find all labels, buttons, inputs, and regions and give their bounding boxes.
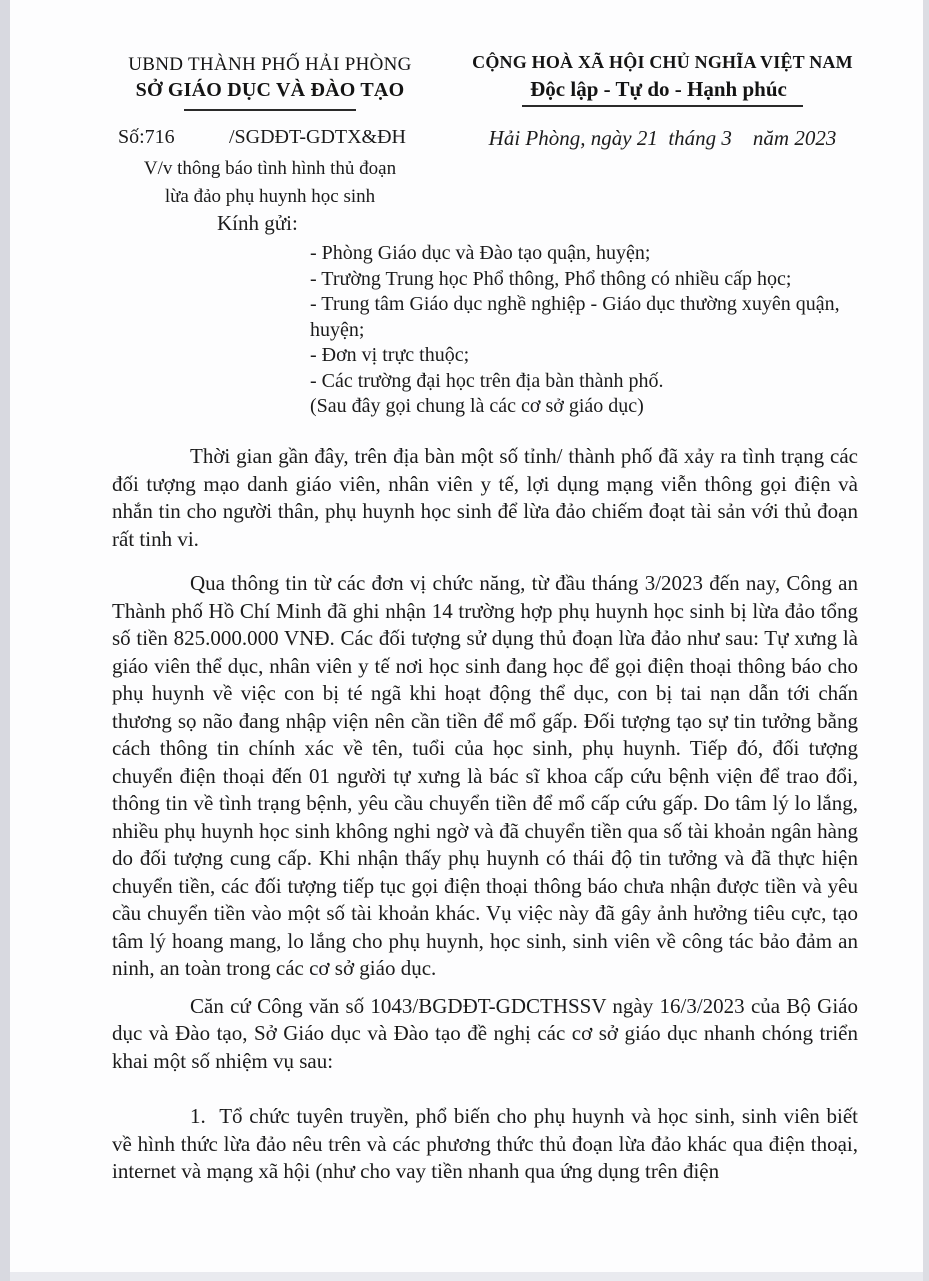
issuing-authority-parent: UBND THÀNH PHỐ HẢI PHÒNG <box>128 54 412 75</box>
scan-edge-bottom <box>10 1272 923 1281</box>
recipient-item: - Đơn vị trực thuộc; <box>310 344 470 366</box>
scan-edge-right <box>923 0 929 1281</box>
recipient-item: - Trường Trung học Phổ thông, Phổ thông có nhiều cấp học; <box>310 267 792 290</box>
national-header-block <box>440 52 885 107</box>
body-paragraph: Qua thông tin từ các đơn vị chức năng, từ đầu tháng 3/2023 đến nay, Công an Thành phố Hồ Chí Minh đã ghi nhận 14 trường hợp phụ huynh học sinh bị lừa đảo tổng số tiền 825.000.000 VNĐ. Các đối tượng sử dụng thủ đoạn lừa đảo như sau: Tự xưng là giáo viên thể dục, nhân viên y tế nơi học sinh đang học để gọi điện thoại thông báo cho phụ huynh về việc con bị té ngã khi hoạt động thể dục, con bị tai nạn dẫn tới chấn thương sọ não đang nhập viện nên cần tiền để mổ gấp. Đối tượng tạo sự tin tưởng bằng cách thông tin chính xác về tên, tuổi của học sinh, phụ huynh. Tiếp đó, đối tượng chuyển điện thoại đến 01 người tự xưng là bác sĩ khoa cấp cứu bệnh viện để trao đổi, thông tin về tình trạng bệnh, yêu cầu chuyển tiền để mổ cấp cứu gấp. Do tâm lý lo lắng, nhiều phụ huynh học sinh không nghi ngờ và đã chuyển tiền qua số tài khoản ngân hàng do đối tượng cung cấp. Khi nhận thấy phụ huynh có thái độ tin tưởng và đã thực hiện chuyển tiền, các đối tượng tiếp tục gọi điện thoại thông báo chưa nhận được tiền và yêu cầu chuyển tiền vào một số tài khoản khác. Vụ việc này đã gây ảnh hưởng tiêu cực, tạo tâm lý hoang mang, lo lắng cho phụ huynh, học sinh, sinh viên về công tác bảo đảm an ninh, an toàn trong các cơ sở giáo dục. <box>112 571 858 980</box>
document-number-label: Số:716 <box>118 126 175 148</box>
recipient-item: - Phòng Giáo dục và Đào tạo quận, huyện; <box>310 242 651 264</box>
issuing-authority-block <box>105 54 435 111</box>
national-header: CỘNG HOÀ XÃ HỘI CHỦ NGHĨA VIỆT NAM <box>472 52 853 72</box>
issuing-authority-underline <box>184 109 356 111</box>
document-subject <box>105 155 435 211</box>
recipient-item: - Trung tâm Giáo dục nghề nghiệp - Giáo dục thường xuyên quận, huyện; <box>310 293 840 341</box>
scan-edge-left <box>0 0 10 1281</box>
body-paragraph: Thời gian gần đây, trên địa bàn một số tỉnh/ thành phố đã xảy ra tình trạng các đối tượng mạo danh giáo viên, nhân viên y tế, lợi dụng mạng viễn thông gọi điện và nhắn tin cho người thân, phụ huynh học sinh để lừa đảo chiếm đoạt tài sản với thủ đoạn rất tinh vi. <box>112 444 858 551</box>
document-body <box>112 443 858 1186</box>
document-subject-line2: lừa đảo phụ huynh học sinh <box>164 186 376 207</box>
body-paragraph: Căn cứ Công văn số 1043/BGDĐT-GDCTHSSV ngày 16/3/2023 của Bộ Giáo dục và Đào tạo, Sở Giáo dục và Đào tạo đề nghị các cơ sở giáo dục nhanh chóng triển khai một số nhiệm vụ sau: <box>112 993 858 1073</box>
recipient-item: (Sau đây gọi chung là các cơ sở giáo dục) <box>310 395 644 417</box>
issuing-authority-name: SỞ GIÁO DỤC VÀ ĐÀO TẠO <box>135 79 405 101</box>
recipient-item: - Các trường đại học trên địa bàn thành phố. <box>310 369 664 392</box>
document-subject-line1: V/v thông báo tình hình thủ đoạn <box>143 158 397 179</box>
recipient-list <box>310 241 895 420</box>
national-motto: Độc lập - Tự do - Hạnh phúc <box>522 77 803 107</box>
document-number-code: /SGDĐT-GDTX&ĐH <box>228 126 406 148</box>
place-date-line: Hải Phòng, ngày 21 tháng 3 năm 2023 <box>488 126 837 150</box>
body-numbered-item: 1. Tổ chức tuyên truyền, phổ biến cho phụ huynh và học sinh, sinh viên biết về hình thức lừa đảo nêu trên và các phương thức thủ đoạn lừa đảo khác qua điện thoại, internet và mạng xã hội (như cho vay tiền nhanh qua ứng dụng trên điện <box>112 1104 858 1183</box>
document-number-line <box>118 126 406 149</box>
salutation: Kính gửi: <box>217 211 298 235</box>
